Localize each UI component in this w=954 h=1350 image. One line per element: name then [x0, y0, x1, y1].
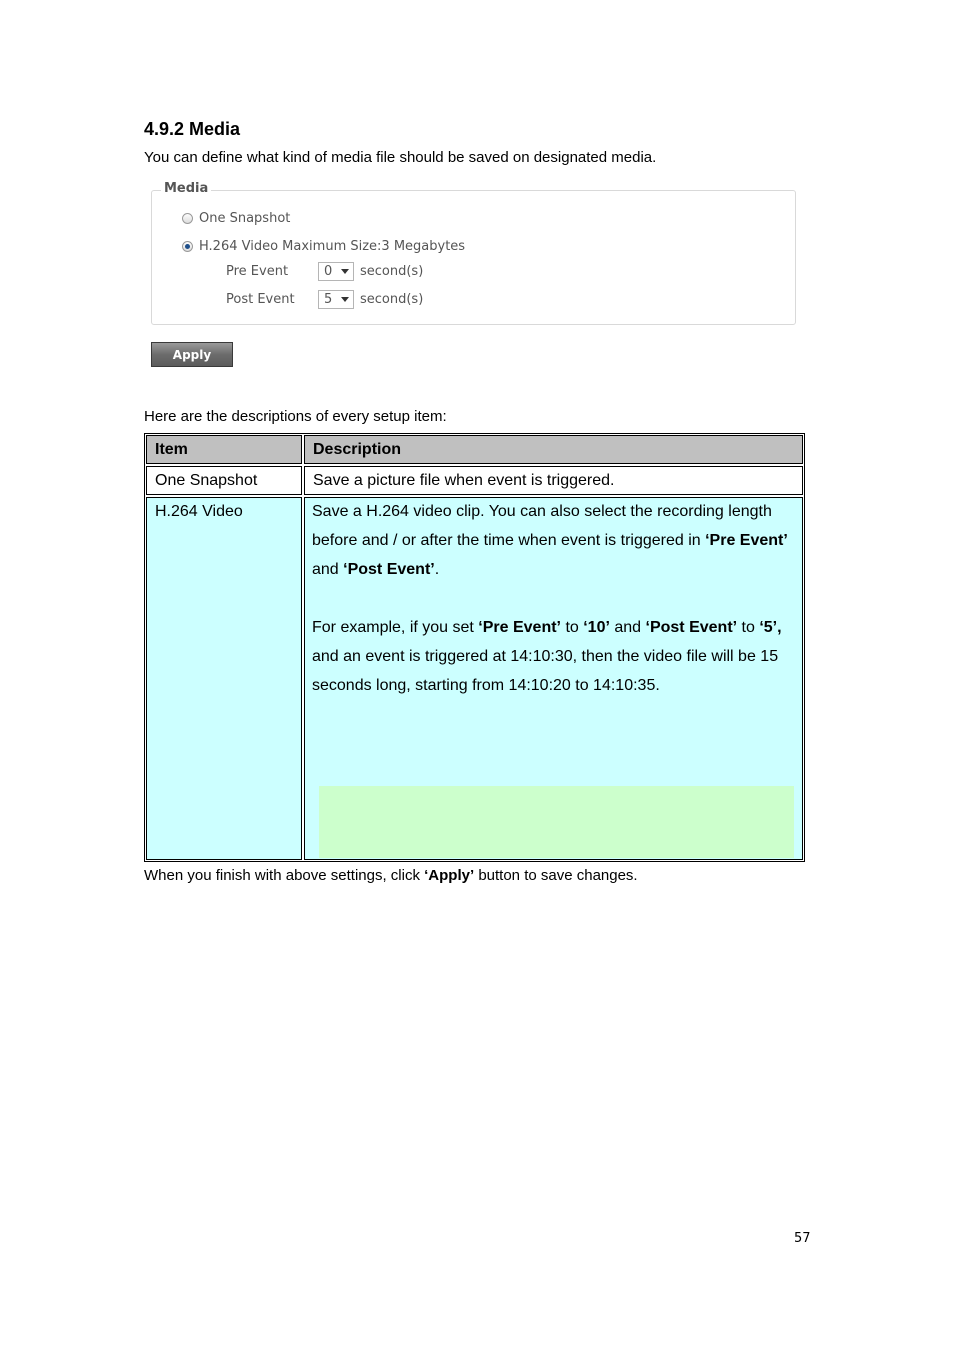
table-row — [146, 497, 302, 860]
video-desc-line: For example, if you set ‘Pre Event’ to ‘10’ and ‘Post Event’ to ‘5’, — [312, 619, 782, 636]
pre-event-unit: second(s) — [360, 264, 424, 279]
row-item: H.264 Video — [155, 503, 243, 520]
video-desc-line: and ‘Post Event’. — [312, 561, 440, 578]
post-event-label: Post Event — [226, 292, 295, 307]
video-desc-line: and an event is triggered at 14:10:30, then the video file will be 15 — [312, 648, 779, 665]
one-snapshot-radio[interactable] — [182, 213, 193, 224]
one-snapshot-label: One Snapshot — [199, 211, 291, 226]
post-event-unit: second(s) — [360, 292, 424, 307]
row-description: Save a picture file when event is triggered. — [313, 472, 615, 489]
highlight-block — [319, 786, 794, 858]
section-intro: You can define what kind of media file should be saved on designated media. — [144, 149, 657, 166]
h264-video-label: H.264 Video Maximum Size:3 Megabytes — [199, 239, 466, 254]
chevron-down-icon — [341, 269, 349, 274]
table-row — [304, 466, 803, 495]
media-legend: Media — [161, 181, 211, 196]
video-desc-line: before and / or after the time when event is triggered in ‘Pre Event’ — [312, 532, 788, 549]
pre-event-label: Pre Event — [226, 264, 289, 279]
section-title: 4.9.2 Media — [144, 119, 241, 139]
table-intro: Here are the descriptions of every setup item: — [144, 408, 447, 425]
h264-video-radio[interactable] — [182, 241, 193, 252]
footer-instructions: When you finish with above settings, click ‘Apply’ button to save changes. — [144, 867, 638, 884]
post-event-select[interactable] — [318, 290, 354, 309]
post-event-value: 5 — [324, 292, 333, 307]
row-item: One Snapshot — [155, 472, 258, 489]
pre-event-select[interactable] — [318, 262, 354, 281]
video-desc-line: Save a H.264 video clip. You can also select the recording length — [312, 503, 772, 520]
apply-button[interactable]: Apply — [151, 342, 233, 367]
chevron-down-icon — [341, 297, 349, 302]
table-header-description: Description — [304, 435, 803, 464]
pre-event-value: 0 — [324, 264, 333, 279]
table-row — [146, 466, 302, 495]
page-number: 57 — [794, 1231, 811, 1246]
video-desc-line: seconds long, starting from 14:10:20 to 14:10:35. — [312, 677, 660, 694]
table-header-item: Item — [146, 435, 302, 464]
